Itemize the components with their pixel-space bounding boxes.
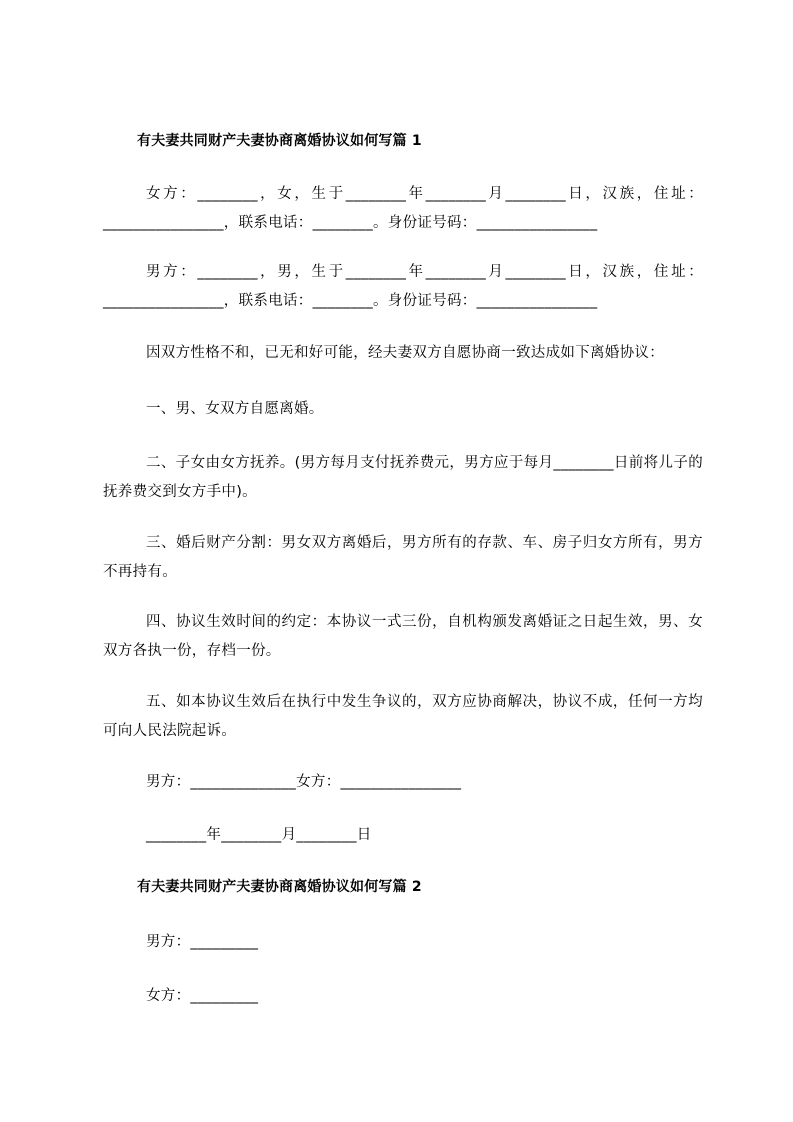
section2-title: 有夫妻共同财产夫妻协商离婚协议如何写篇 2 bbox=[137, 879, 422, 895]
signature-line: 男方：______________女方：________________ bbox=[146, 774, 462, 790]
clause-2: 二、子女由女方抚养。(男方每月支付抚养费元，男方应于每月________日前将儿子的抚养费交到女方手中)。 bbox=[103, 455, 703, 500]
section2-female-line: 女方：_________ bbox=[146, 988, 259, 1004]
male-party-info: 男方：________，男，生于________年________月________日，汉族，住址：________________，联系电话：________。身份证号码：________________ bbox=[103, 264, 703, 309]
clause-3: 三、婚后财产分割：男女双方离婚后，男方所有的存款、车、房子归女方所有，男方不再持有。 bbox=[103, 535, 703, 580]
clause-1: 一、男、女双方自愿离婚。 bbox=[146, 401, 324, 417]
female-party-info: 女方：________，女，生于________年________月________日，汉族，住址：________________，联系电话：________。身份证号码：________________ bbox=[103, 186, 703, 231]
date-line: ________年________月________日 bbox=[146, 827, 372, 843]
agreement-preamble: 因双方性格不和，已无和好可能，经夫妻双方自愿协商一致达成如下离婚协议： bbox=[146, 345, 664, 361]
clause-5: 五、如本协议生效后在执行中发生争议的，双方应协商解决，协议不成，任何一方均可向人民法院起诉。 bbox=[103, 694, 703, 739]
section2-male-line: 男方：_________ bbox=[146, 934, 259, 950]
clause-4: 四、协议生效时间的约定：本协议一式三份，自机构颁发离婚证之日起生效，男、女双方各执一份，存档一份。 bbox=[103, 614, 703, 659]
section1-title: 有夫妻共同财产夫妻协商离婚协议如何写篇 1 bbox=[137, 133, 422, 149]
